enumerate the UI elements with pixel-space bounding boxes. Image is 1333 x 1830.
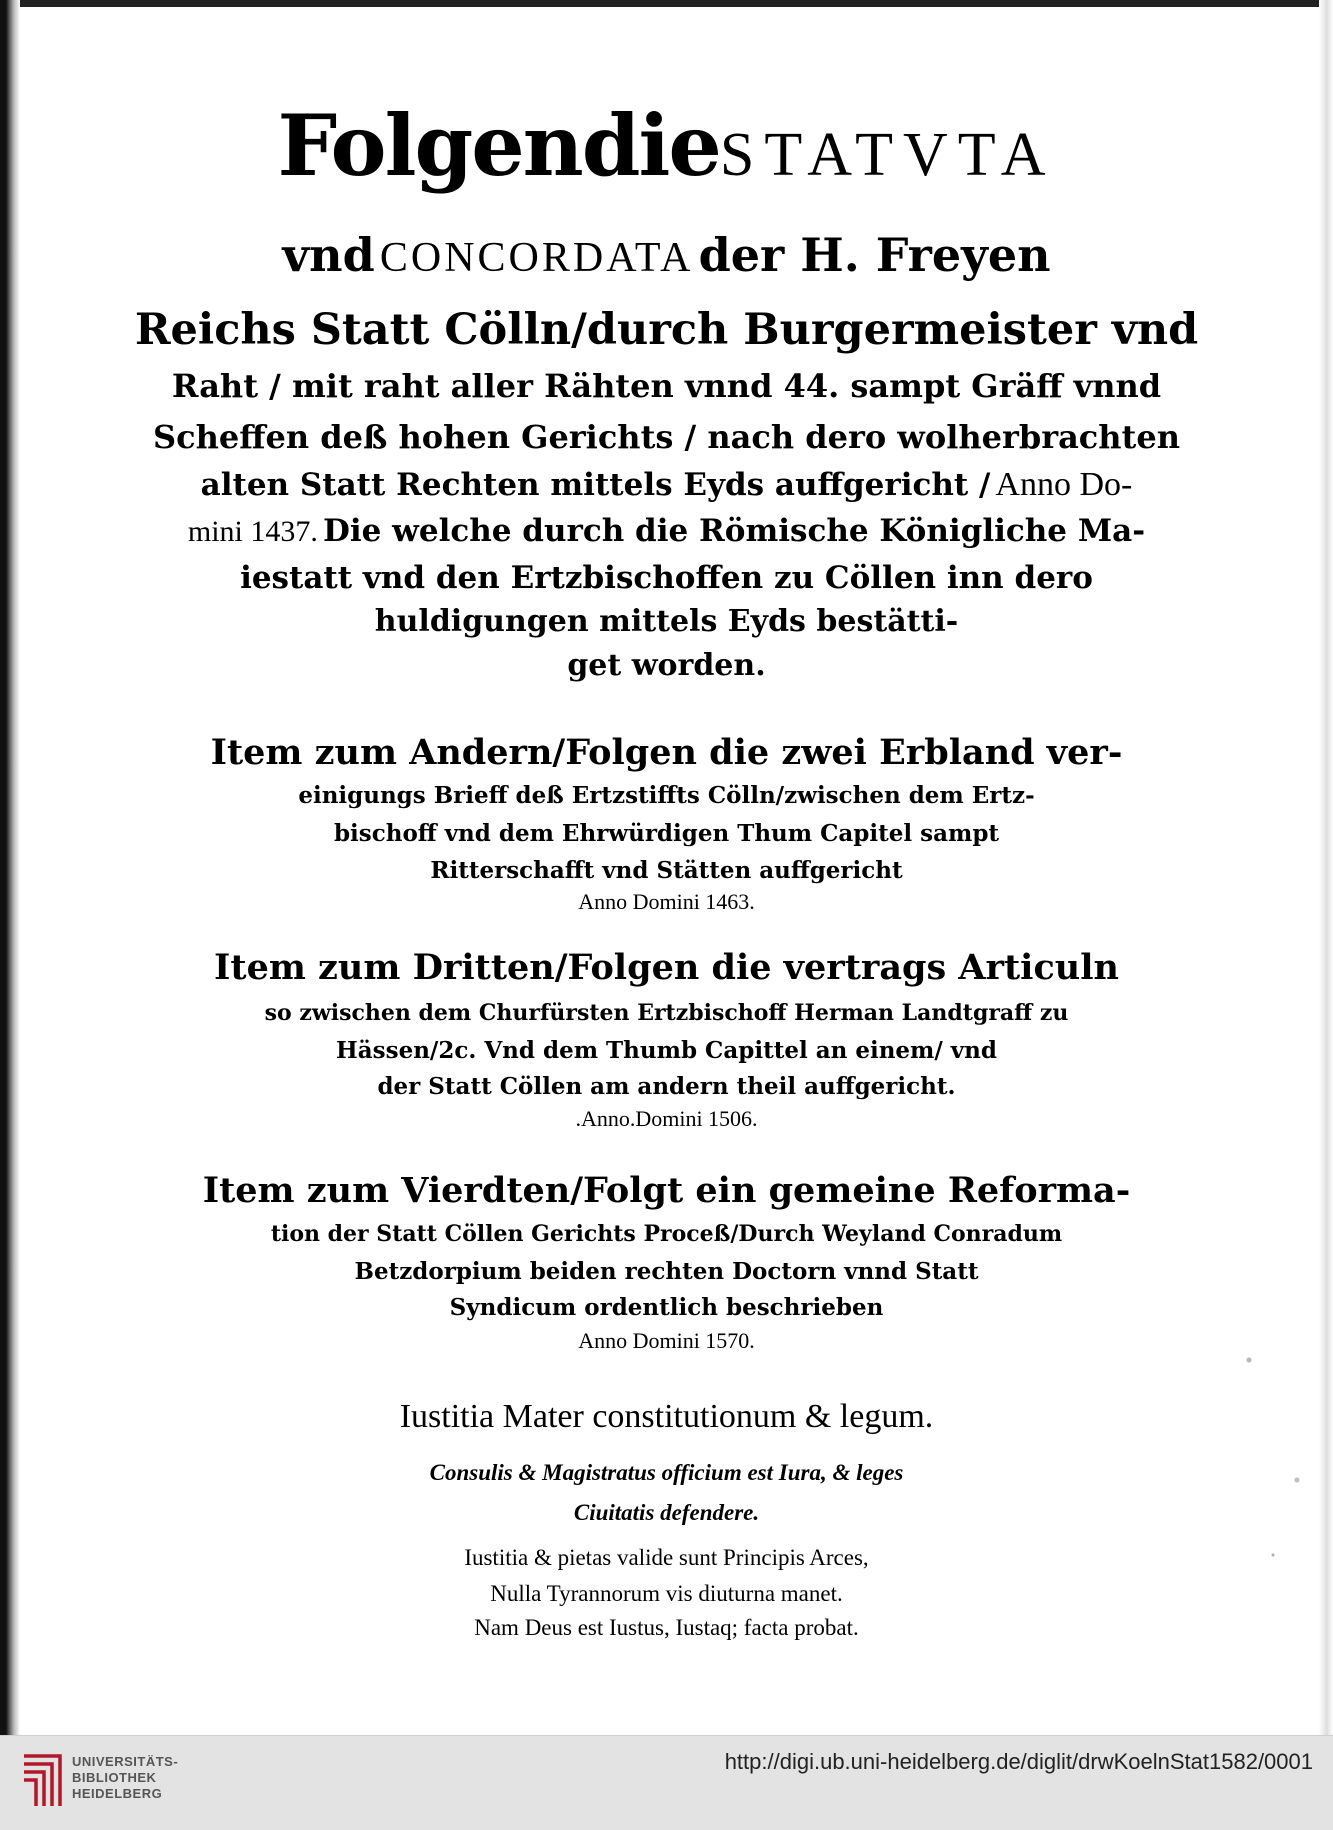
section-3-line: Syndicum ordentlich beschrieben — [449, 1294, 884, 1321]
title-line-7: mini 1437. Die welche durch die Römische Königliche Ma- — [187, 513, 1146, 549]
title-line-9: huldigungen mittels Eyds bestätti- — [374, 604, 959, 639]
section-1-line: Ritterschafft vnd Stätten auffgericht — [430, 857, 903, 884]
section-3-line: tion der Statt Cöllen Gerichts Proceß/Durch Weyland Conradum — [270, 1221, 1063, 1247]
section-3-line: Betzdorpium beiden rechten Doctorn vnnd Statt — [354, 1258, 979, 1285]
section-2-line: der Statt Cöllen am andern theil auffgericht. — [377, 1073, 956, 1100]
title-line-2: vnd CONCORDATA der H. Freyen — [282, 228, 1051, 282]
section-2-line: so zwischen dem Churfürsten Ertzbischoff Herman Landtgraff zu — [264, 1000, 1069, 1026]
section-2-year: .Anno.Domini 1506. — [575, 1106, 758, 1131]
heidelberg-logo-icon — [20, 1750, 64, 1812]
scan-edge-top — [0, 0, 1333, 7]
section-1-line: einigungs Brieff deß Ertzstiffts Cölln/zwischen dem Ertz- — [298, 782, 1035, 809]
section-1-line: bischoff vnd dem Ehrwürdigen Thum Capitel sampt — [333, 820, 1000, 847]
section-1-year: Anno Domini 1463. — [578, 889, 755, 914]
viewer-footer — [0, 1735, 1333, 1830]
title-line-8: iestatt vnd den Ertzbischoffen zu Cöllen inn dero — [240, 560, 1093, 596]
title-statuta: STATVTA — [719, 121, 1056, 189]
title-line-3: Reichs Statt Cölln/durch Burgermeister vnd — [134, 305, 1199, 355]
permalink-url[interactable]: http://digi.ub.uni-heidelberg.de/diglit/drwKoelnStat1582/0001 — [724, 1749, 1313, 1774]
verse-line-3: Nam Deus est Iustus, Iustaq; facta probat. — [474, 1615, 859, 1640]
verse-line-1: Iustitia & pietas valide sunt Principis Arces, — [464, 1545, 869, 1570]
title-folgendie: Folgendie — [277, 96, 720, 195]
italic-line-1: Consulis & Magistratus officium est Iura, & leges — [429, 1460, 904, 1485]
title-line-5: Scheffen deß hohen Gerichts / nach dero wolherbrachten — [153, 418, 1180, 456]
library-name: UNIVERSITÄTS- BIBLIOTHEK HEIDELBERG — [72, 1754, 179, 1801]
verse-line-2: Nulla Tyrannorum vis diuturna manet. — [490, 1581, 843, 1606]
title-line-1 — [0, 96, 1333, 195]
section-2-line: Hässen/2c. Vnd dem Thumb Capittel an einem/ vnd — [336, 1037, 997, 1064]
title-line-6: alten Statt Rechten mittels Eyds auffgericht / Anno Do- — [200, 466, 1133, 503]
italic-line-2: Ciuitatis defendere. — [573, 1500, 760, 1525]
motto: Iustitia Mater constitutionum & legum. — [399, 1398, 934, 1435]
section-3-heading: Item zum Vierdten/Folgt ein gemeine Reforma- — [202, 1170, 1131, 1211]
title-line-4: Raht / mit raht aller Rähten vnnd 44. sampt Gräff vnnd — [171, 367, 1162, 405]
section-3-year: Anno Domini 1570. — [578, 1328, 755, 1353]
section-1-heading: Item zum Andern/Folgen die zwei Erbland ver- — [210, 732, 1123, 773]
title-line-10: get worden. — [567, 648, 766, 683]
section-2-heading: Item zum Dritten/Folgen die vertrags Articuln — [214, 947, 1119, 988]
